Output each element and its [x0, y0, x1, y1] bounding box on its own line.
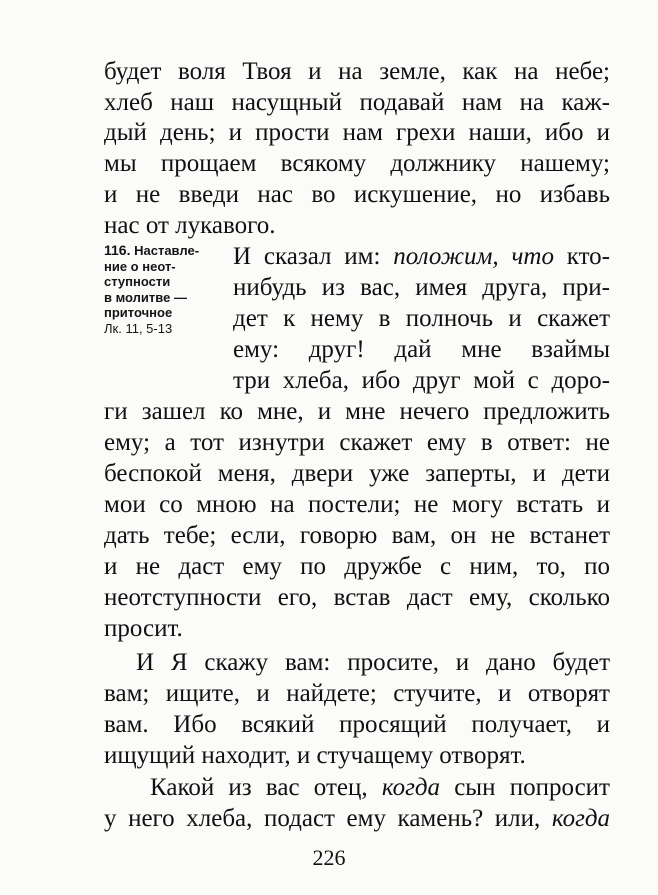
text-line: просит.	[104, 615, 183, 642]
italic-span: когда	[551, 805, 610, 832]
text-line: дать тебе; если, говорю вам, он не встанет	[104, 522, 610, 549]
text-line	[104, 804, 610, 834]
margin-note-number: 116.	[104, 242, 131, 258]
text-line: И Я скажу вам: просите, и дано будет	[136, 649, 610, 676]
text-line: нас от лукавого.	[104, 212, 276, 239]
text-span: сын попросит	[439, 774, 610, 801]
text-line: хлеб наш насущный подавай нам на каж-	[104, 89, 610, 116]
margin-note	[104, 243, 228, 336]
text-span: у него хлеба, подаст ему камень? или,	[104, 805, 552, 832]
text-line: вам; ищите, и найдете; стучите, и отворят	[104, 680, 610, 707]
text-line: три хлеба, ибо друг мой с доро-	[233, 367, 610, 394]
margin-note-line: ступности	[104, 274, 171, 289]
text-line	[150, 773, 610, 803]
text-line: мои со мною на постели; не могу встать и	[104, 491, 610, 518]
margin-note-line: приточное	[104, 305, 173, 320]
italic-span: положим, что	[393, 243, 554, 270]
text-span: Какой из вас отец,	[150, 774, 382, 801]
text-line: мы прощаем всякому должнику нашему;	[104, 150, 610, 177]
text-line: нибудь из вас, имея друга, при-	[233, 274, 610, 301]
text-line: дый день; и прости нам грехи наши, ибо и	[104, 119, 610, 146]
text-line: и не введи нас во искушение, но избавь	[104, 181, 610, 208]
text-line: беспокой меня, двери уже заперты, и дети	[104, 460, 610, 487]
text-span: кто-	[553, 243, 611, 270]
text-line: ищущий находит, и стучащему отворят.	[104, 742, 526, 769]
text-line: и не даст ему по дружбе с ним, то, по	[104, 553, 610, 580]
margin-note-line: Наставле-	[134, 243, 200, 258]
text-span: И сказал им:	[233, 243, 394, 270]
text-line	[233, 242, 610, 272]
margin-note-line: в молитве —	[104, 289, 187, 305]
page-number: 226	[312, 845, 346, 870]
italic-span: когда	[381, 774, 440, 801]
text-line: вам. Ибо всякий просящий получает, и	[104, 711, 610, 738]
margin-note-line: ние о неот-	[104, 258, 176, 274]
text-line: ему; а тот изнутри скажет ему в ответ: не	[104, 429, 610, 456]
text-line: дет к нему в полночь и скажет	[233, 305, 610, 332]
margin-note-reference: Лк. 11, 5-13	[104, 320, 173, 336]
text-line: ги зашел ко мне, и мне нечего предложить	[104, 398, 610, 425]
text-line: ему: друг! дай мне взаймы	[233, 336, 610, 363]
text-line: неотступности его, встав даст ему, сколько	[104, 584, 610, 611]
text-line: будет воля Твоя и на земле, как на небе;	[104, 58, 610, 85]
